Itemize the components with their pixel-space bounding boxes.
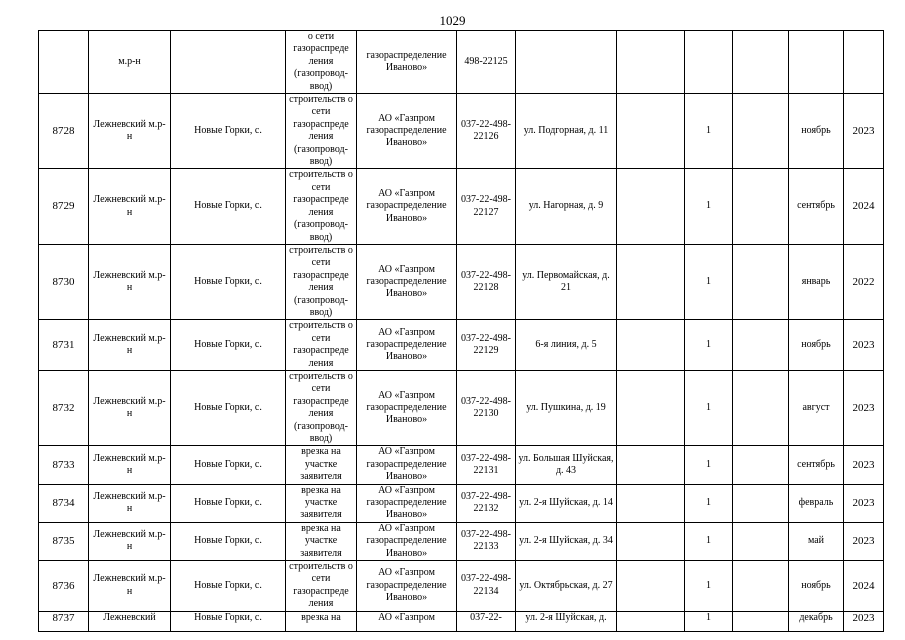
cell-work-type: врезка на участке заявителя bbox=[286, 446, 357, 484]
cell-settlement: Новые Горки, с. bbox=[171, 561, 286, 612]
cell-month: май bbox=[789, 522, 844, 560]
cell-col10 bbox=[733, 31, 789, 94]
cell-count: 1 bbox=[685, 611, 733, 631]
cell-work-type: строительств о сети газораспреде ления bbox=[286, 561, 357, 612]
cell-id: 8731 bbox=[39, 320, 89, 371]
cell-id: 8732 bbox=[39, 370, 89, 445]
cell-address: ул. Пушкина, д. 19 bbox=[516, 370, 617, 445]
table-row-partial-top bbox=[39, 31, 884, 94]
cell-settlement: Новые Горки, с. bbox=[171, 611, 286, 631]
cell-col8 bbox=[617, 522, 685, 560]
cell-settlement: Новые Горки, с. bbox=[171, 446, 286, 484]
cell-col8 bbox=[617, 611, 685, 631]
cell-organization: АО «Газпром газораспределение Иваново» bbox=[357, 446, 457, 484]
cell-col8 bbox=[617, 94, 685, 169]
cell-col8 bbox=[617, 370, 685, 445]
cell-col8 bbox=[617, 31, 685, 94]
cell-address: ул. Большая Шуйская, д. 43 bbox=[516, 446, 617, 484]
cell-settlement: Новые Горки, с. bbox=[171, 484, 286, 522]
cell-count: 1 bbox=[685, 484, 733, 522]
cell-month: ноябрь bbox=[789, 320, 844, 371]
cell-id: 8736 bbox=[39, 561, 89, 612]
cell-count: 1 bbox=[685, 370, 733, 445]
cell-month: сентябрь bbox=[789, 169, 844, 244]
cell-col10 bbox=[733, 611, 789, 631]
table-row bbox=[39, 561, 884, 612]
cell-id: 8735 bbox=[39, 522, 89, 560]
cell-code: 037-22-498-22129 bbox=[457, 320, 516, 371]
cell-code: 037-22-498-22126 bbox=[457, 94, 516, 169]
cell-organization: АО «Газпром bbox=[357, 611, 457, 631]
table-row bbox=[39, 320, 884, 371]
table-row bbox=[39, 522, 884, 560]
table-row bbox=[39, 484, 884, 522]
cell-organization: АО «Газпром газораспределение Иваново» bbox=[357, 94, 457, 169]
cell-month: февраль bbox=[789, 484, 844, 522]
cell-id: 8734 bbox=[39, 484, 89, 522]
cell-year: 2023 bbox=[844, 94, 884, 169]
cell-address: ул. 2-я Шуйская, д. 34 bbox=[516, 522, 617, 560]
cell-address: ул. Первомайская, д. 21 bbox=[516, 244, 617, 319]
cell-work-type: строительств о сети газораспреде ления (газопровод-ввод) bbox=[286, 244, 357, 319]
cell-year: 2023 bbox=[844, 522, 884, 560]
cell-work-type: строительств о сети газораспреде ления (газопровод-ввод) bbox=[286, 94, 357, 169]
cell-code: 037-22-498-22131 bbox=[457, 446, 516, 484]
cell-settlement: Новые Горки, с. bbox=[171, 94, 286, 169]
cell-col8 bbox=[617, 484, 685, 522]
cell-count: 1 bbox=[685, 446, 733, 484]
cell-code: 498-22125 bbox=[457, 31, 516, 94]
cell-count: 1 bbox=[685, 320, 733, 371]
cell-code: 037-22-498-22127 bbox=[457, 169, 516, 244]
cell-id: 8729 bbox=[39, 169, 89, 244]
cell-district: Лежневский м.р-н bbox=[89, 446, 171, 484]
cell-address: ул. 2-я Шуйская, д. 14 bbox=[516, 484, 617, 522]
cell-col8 bbox=[617, 244, 685, 319]
cell-work-type: врезка на bbox=[286, 611, 357, 631]
cell-count bbox=[685, 31, 733, 94]
cell-id: 8728 bbox=[39, 94, 89, 169]
cell-col10 bbox=[733, 370, 789, 445]
cell-address: ул. Октябрьская, д. 27 bbox=[516, 561, 617, 612]
cell-year: 2024 bbox=[844, 561, 884, 612]
cell-district: Лежневский м.р-н bbox=[89, 484, 171, 522]
table-row bbox=[39, 446, 884, 484]
cell-organization: газораспределение Иваново» bbox=[357, 31, 457, 94]
cell-district: Лежневский м.р-н bbox=[89, 522, 171, 560]
cell-organization: АО «Газпром газораспределение Иваново» bbox=[357, 522, 457, 560]
cell-month: август bbox=[789, 370, 844, 445]
cell-count: 1 bbox=[685, 561, 733, 612]
cell-organization: АО «Газпром газораспределение Иваново» bbox=[357, 169, 457, 244]
table-row bbox=[39, 244, 884, 319]
cell-code: 037-22-498-22132 bbox=[457, 484, 516, 522]
cell-address bbox=[516, 31, 617, 94]
cell-address: ул. Нагорная, д. 9 bbox=[516, 169, 617, 244]
cell-count: 1 bbox=[685, 522, 733, 560]
cell-settlement: Новые Горки, с. bbox=[171, 244, 286, 319]
cell-district: Лежневский м.р-н bbox=[89, 244, 171, 319]
cell-work-type: о сети газораспреде ления (газопровод-ввод) bbox=[286, 31, 357, 94]
cell-year: 2024 bbox=[844, 169, 884, 244]
cell-col10 bbox=[733, 169, 789, 244]
cell-month: сентябрь bbox=[789, 446, 844, 484]
cell-settlement: Новые Горки, с. bbox=[171, 169, 286, 244]
cell-code: 037-22-498-22130 bbox=[457, 370, 516, 445]
registry-table bbox=[38, 30, 884, 632]
cell-code: 037-22-498-22133 bbox=[457, 522, 516, 560]
cell-year: 2022 bbox=[844, 244, 884, 319]
cell-organization: АО «Газпром газораспределение Иваново» bbox=[357, 244, 457, 319]
cell-settlement bbox=[171, 31, 286, 94]
cell-organization: АО «Газпром газораспределение Иваново» bbox=[357, 320, 457, 371]
cell-district: м.р-н bbox=[89, 31, 171, 94]
cell-work-type: врезка на участке заявителя bbox=[286, 484, 357, 522]
cell-col8 bbox=[617, 561, 685, 612]
cell-year: 2023 bbox=[844, 611, 884, 631]
cell-col10 bbox=[733, 94, 789, 169]
cell-address: 6-я линия, д. 5 bbox=[516, 320, 617, 371]
page-number: 1029 bbox=[439, 13, 466, 28]
cell-col10 bbox=[733, 320, 789, 371]
cell-id: 8737 bbox=[39, 611, 89, 631]
cell-month: ноябрь bbox=[789, 94, 844, 169]
cell-work-type: строительств о сети газораспреде ления bbox=[286, 320, 357, 371]
cell-col10 bbox=[733, 484, 789, 522]
cell-id bbox=[39, 31, 89, 94]
cell-work-type: врезка на участке заявителя bbox=[286, 522, 357, 560]
table-row bbox=[39, 370, 884, 445]
cell-year: 2023 bbox=[844, 320, 884, 371]
cell-count: 1 bbox=[685, 94, 733, 169]
cell-organization: АО «Газпром газораспределение Иваново» bbox=[357, 561, 457, 612]
cell-month: ноябрь bbox=[789, 561, 844, 612]
cell-col10 bbox=[733, 446, 789, 484]
cell-code: 037-22-498-22128 bbox=[457, 244, 516, 319]
table-row bbox=[39, 169, 884, 244]
table-row-partial-bottom bbox=[39, 611, 884, 631]
cell-address: ул. 2-я Шуйская, д. bbox=[516, 611, 617, 631]
cell-district: Лежневский м.р-н bbox=[89, 169, 171, 244]
cell-year bbox=[844, 31, 884, 94]
cell-col10 bbox=[733, 522, 789, 560]
cell-settlement: Новые Горки, с. bbox=[171, 370, 286, 445]
cell-district: Лежневский м.р-н bbox=[89, 94, 171, 169]
cell-district: Лежневский м.р-н bbox=[89, 370, 171, 445]
cell-month: декабрь bbox=[789, 611, 844, 631]
cell-month bbox=[789, 31, 844, 94]
table-row bbox=[39, 94, 884, 169]
cell-col8 bbox=[617, 320, 685, 371]
cell-code: 037-22-498-22134 bbox=[457, 561, 516, 612]
cell-id: 8730 bbox=[39, 244, 89, 319]
cell-col10 bbox=[733, 244, 789, 319]
cell-code: 037-22- bbox=[457, 611, 516, 631]
cell-district: Лежневский м.р-н bbox=[89, 320, 171, 371]
cell-work-type: строительств о сети газораспреде ления (газопровод-ввод) bbox=[286, 169, 357, 244]
cell-col10 bbox=[733, 561, 789, 612]
cell-count: 1 bbox=[685, 244, 733, 319]
cell-month: январь bbox=[789, 244, 844, 319]
cell-col8 bbox=[617, 169, 685, 244]
cell-year: 2023 bbox=[844, 446, 884, 484]
cell-work-type: строительств о сети газораспреде ления (газопровод-ввод) bbox=[286, 370, 357, 445]
cell-organization: АО «Газпром газораспределение Иваново» bbox=[357, 484, 457, 522]
cell-count: 1 bbox=[685, 169, 733, 244]
cell-col8 bbox=[617, 446, 685, 484]
cell-district: Лежневский bbox=[89, 611, 171, 631]
cell-district: Лежневский м.р-н bbox=[89, 561, 171, 612]
cell-settlement: Новые Горки, с. bbox=[171, 522, 286, 560]
cell-id: 8733 bbox=[39, 446, 89, 484]
cell-address: ул. Подгорная, д. 11 bbox=[516, 94, 617, 169]
cell-year: 2023 bbox=[844, 370, 884, 445]
cell-organization: АО «Газпром газораспределение Иваново» bbox=[357, 370, 457, 445]
cell-settlement: Новые Горки, с. bbox=[171, 320, 286, 371]
cell-year: 2023 bbox=[844, 484, 884, 522]
